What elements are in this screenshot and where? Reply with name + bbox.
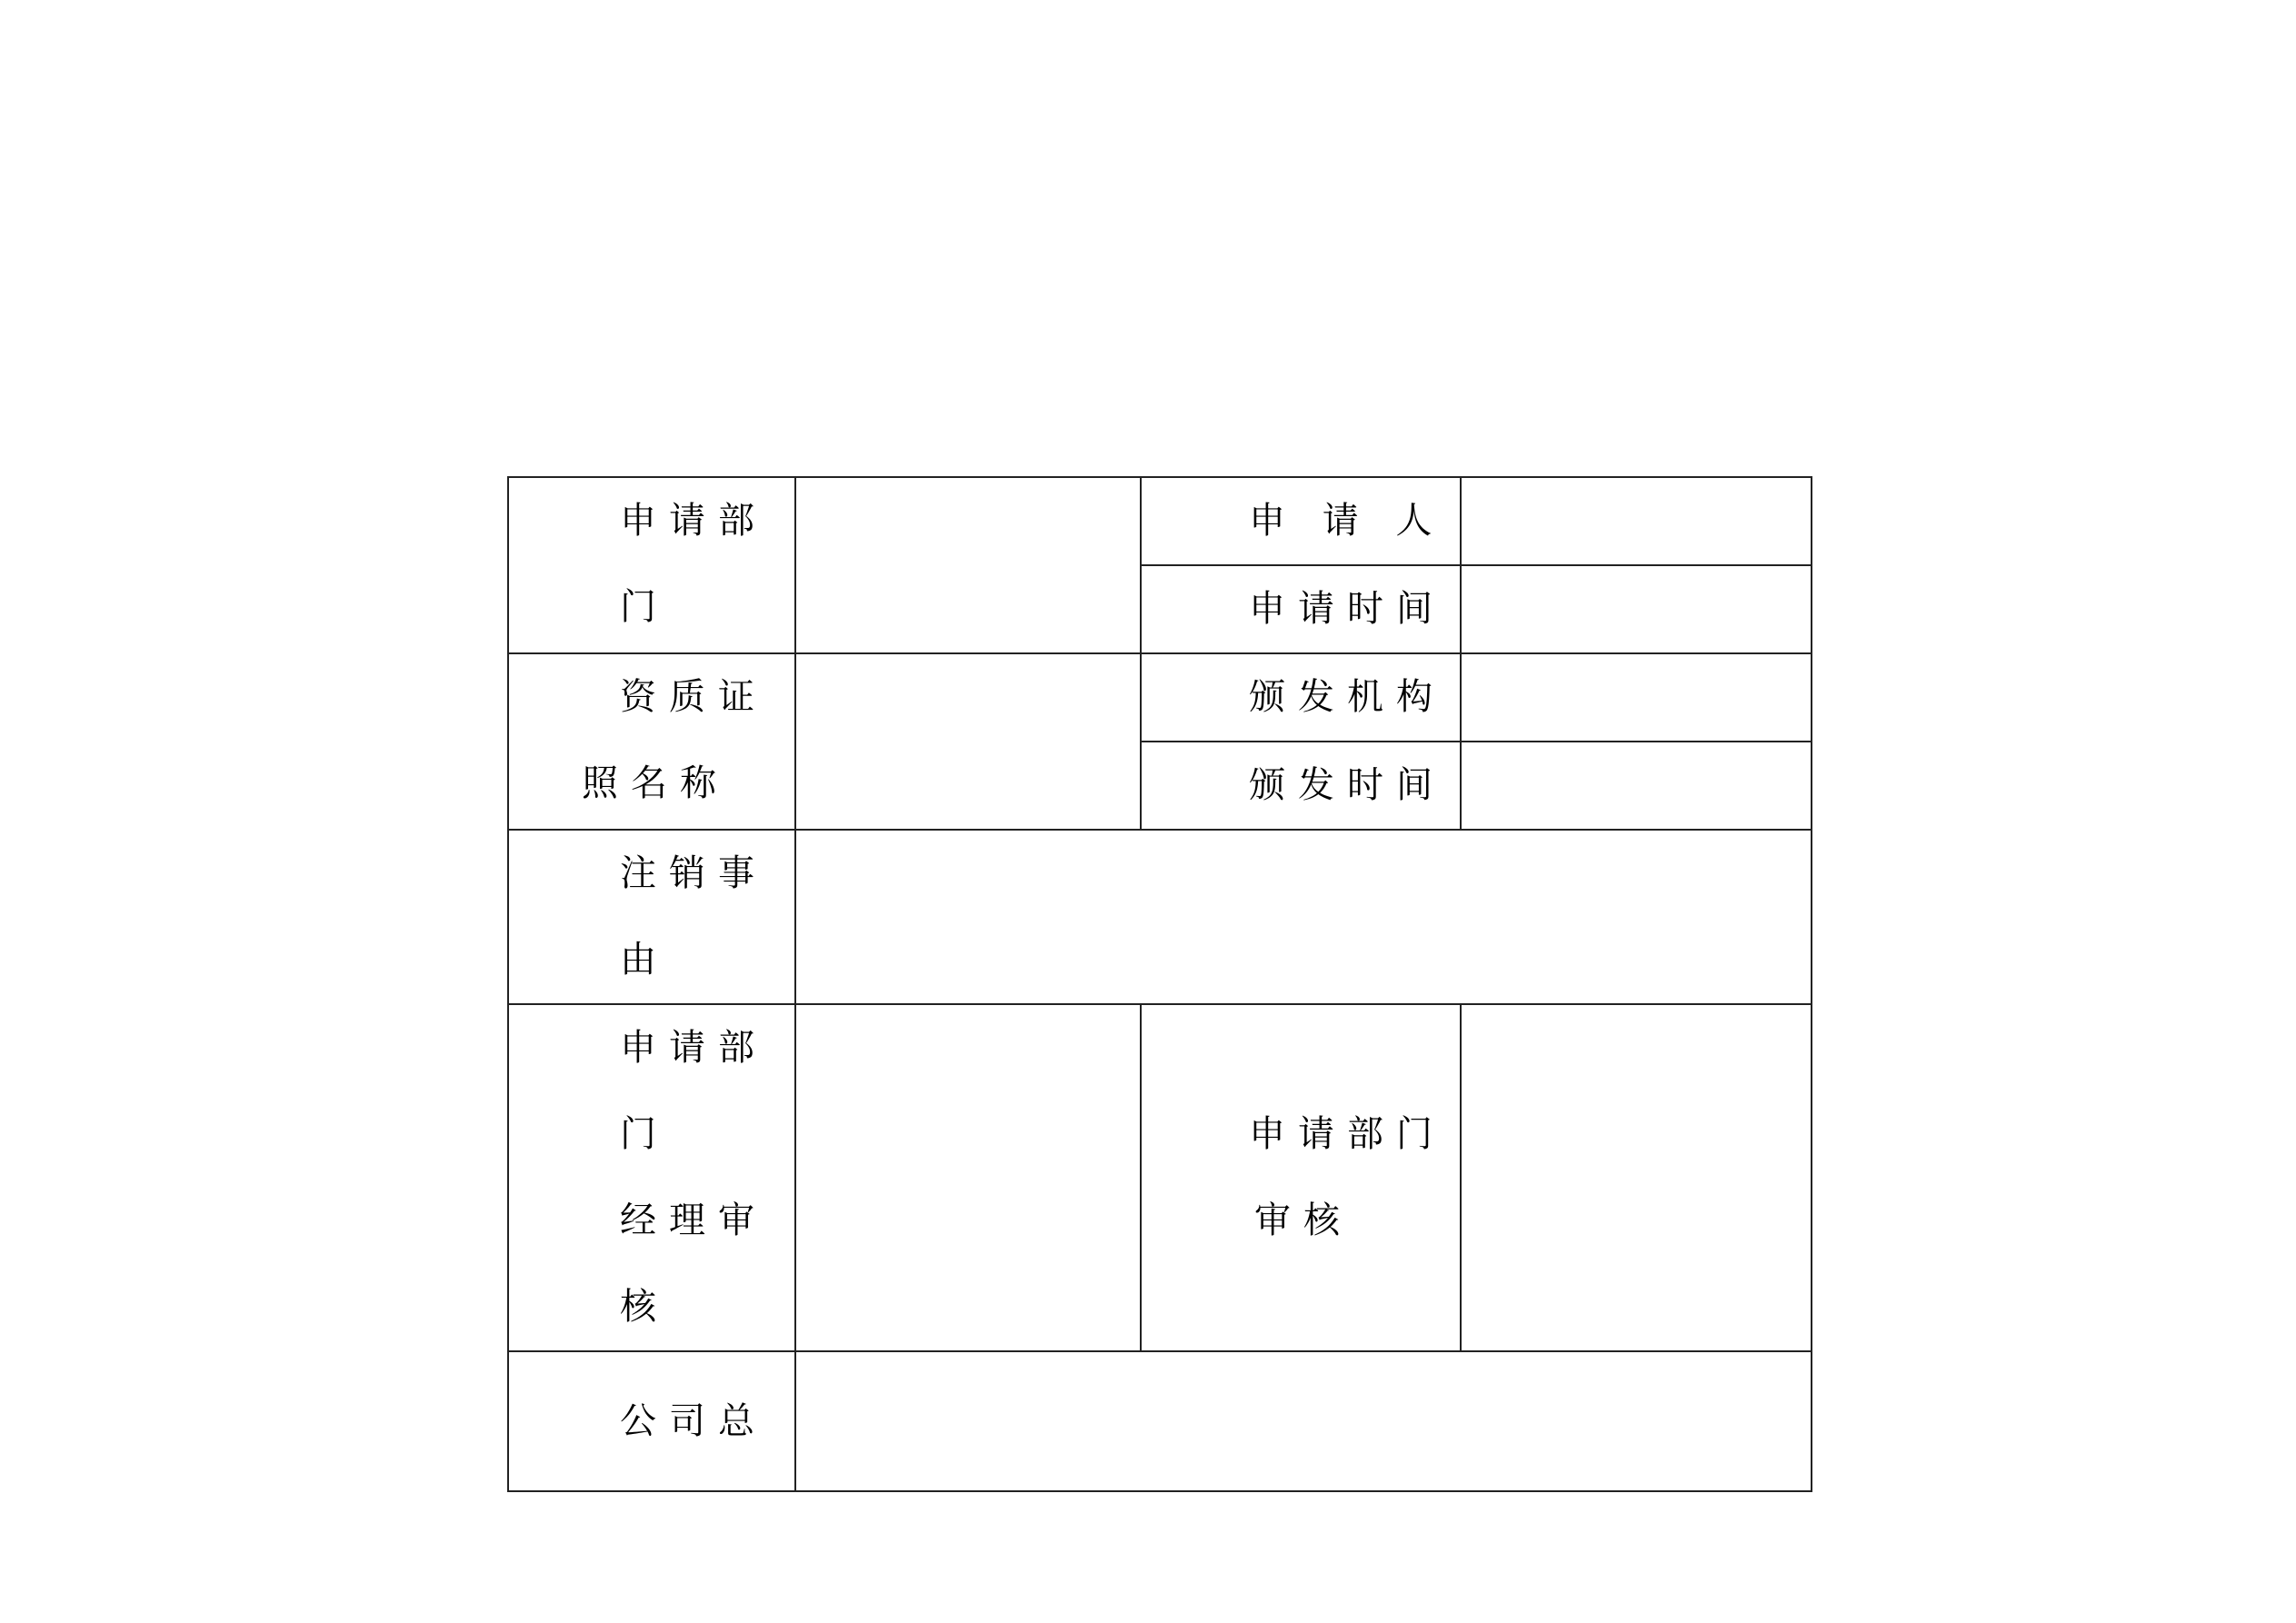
department-review-label-line1: 申请部门	[1249, 1113, 1445, 1155]
cancellation-reason-label-line2: 由	[620, 939, 669, 981]
department-manager-review-label-line3: 经理审	[620, 1200, 767, 1241]
general-manager-label	[508, 1351, 795, 1491]
certificate-cancellation-form	[507, 476, 1812, 1492]
cancellation-reason-label-line1: 注销事	[620, 852, 767, 894]
apply-time-label	[1141, 565, 1461, 653]
issuing-authority-label-text: 颁发机构	[1249, 676, 1445, 718]
issuing-authority-label	[1141, 653, 1461, 742]
department-review-label	[1141, 1004, 1461, 1351]
department-manager-review-label-line2: 门	[620, 1113, 669, 1155]
cancellation-reason-label	[508, 830, 795, 1004]
general-manager-field[interactable]	[795, 1351, 1812, 1491]
general-manager-label-text: 公司总	[620, 1399, 767, 1442]
certificate-name-field[interactable]	[795, 653, 1141, 830]
applicant-department-label	[508, 477, 795, 653]
issue-time-field[interactable]	[1461, 742, 1812, 830]
applicant-department-label-line2: 门	[620, 586, 669, 628]
applicant-label	[1141, 477, 1461, 565]
applicant-label-text: 申 请 人	[1249, 500, 1445, 542]
department-manager-review-field[interactable]	[795, 1004, 1141, 1351]
department-manager-review-label-line4: 核	[620, 1286, 669, 1328]
applicant-field[interactable]	[1461, 477, 1812, 565]
apply-time-label-text: 申请时间	[1249, 588, 1445, 630]
department-review-label-line2: 审核	[1254, 1200, 1353, 1241]
department-manager-review-label-line1: 申请部	[620, 1027, 767, 1069]
certificate-name-label	[508, 653, 795, 830]
issuing-authority-field[interactable]	[1461, 653, 1812, 742]
department-review-field[interactable]	[1461, 1004, 1812, 1351]
certificate-name-label-line2: 照名称	[582, 762, 729, 804]
issue-time-label	[1141, 742, 1461, 830]
cancellation-reason-field[interactable]	[795, 830, 1812, 1004]
issue-time-label-text: 颁发时间	[1249, 764, 1445, 806]
applicant-department-label-line1: 申请部	[620, 500, 767, 542]
department-manager-review-label	[508, 1004, 795, 1351]
applicant-department-field[interactable]	[795, 477, 1141, 653]
apply-time-field[interactable]	[1461, 565, 1812, 653]
certificate-name-label-line1: 资质证	[620, 676, 767, 718]
